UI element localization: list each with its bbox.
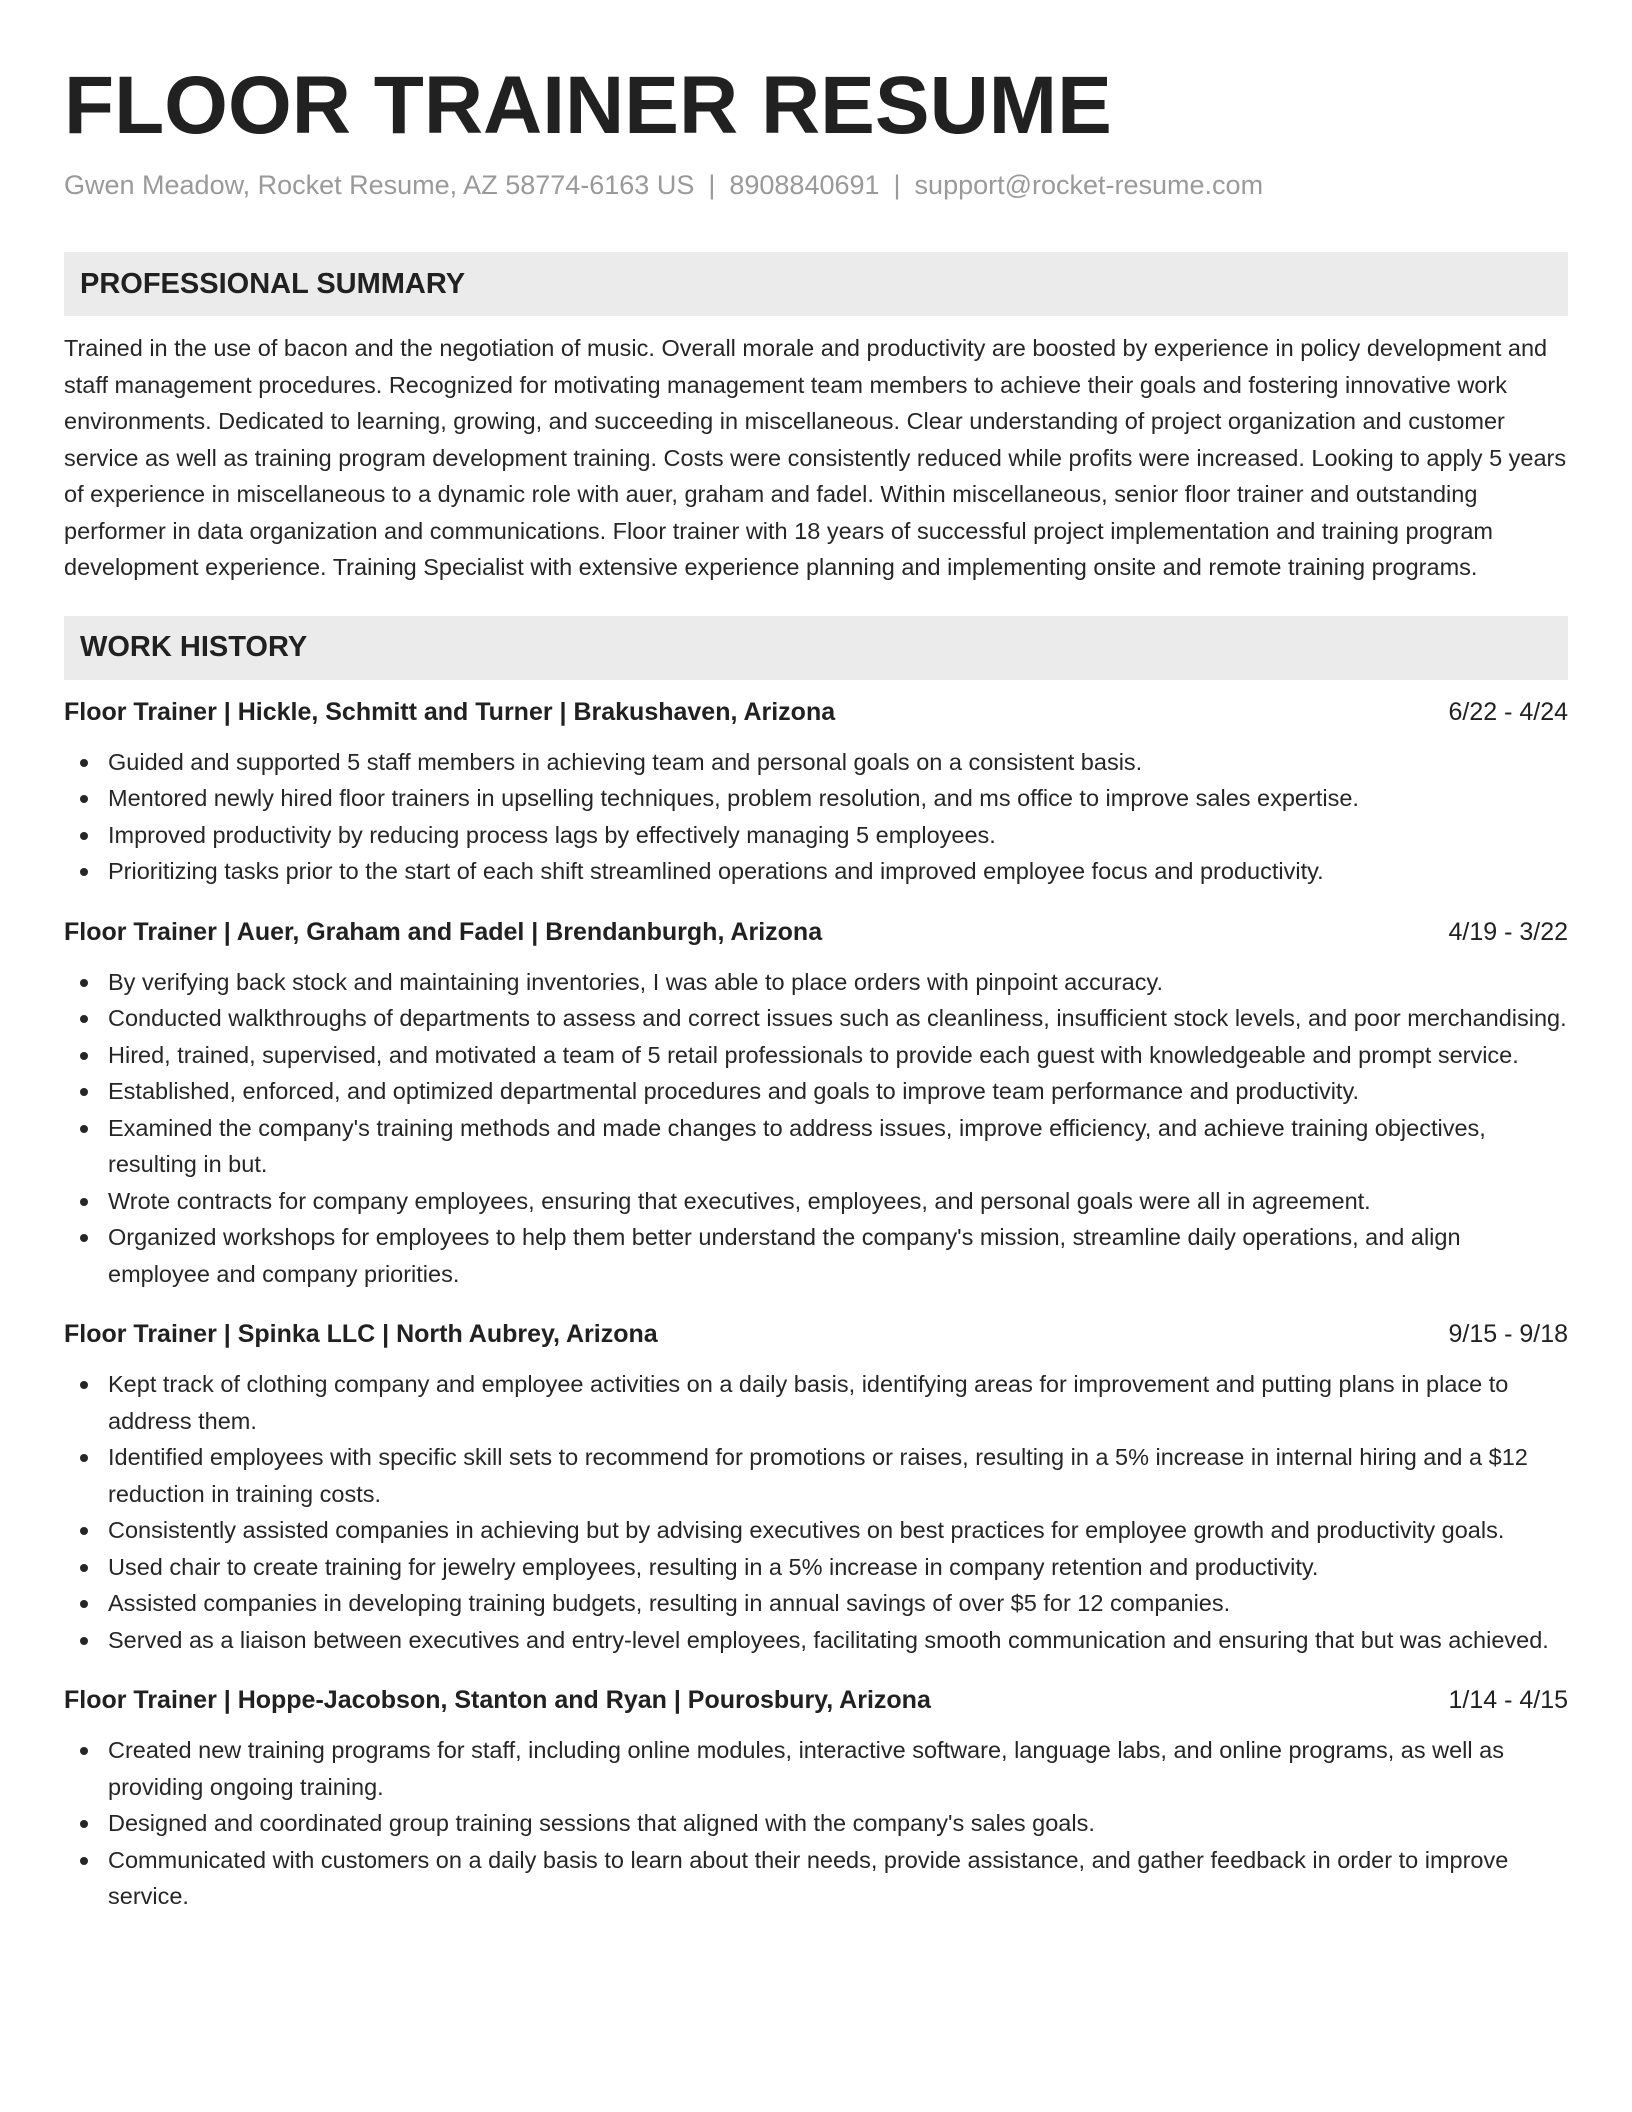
- job-title-line: Floor Trainer | Hickle, Schmitt and Turner | Brakushaven, Arizona: [64, 697, 836, 726]
- contact-separator: |: [708, 170, 716, 200]
- job-bullet-list: [64, 744, 1568, 890]
- job-bullet: Served as a liaison between executives and entry-level employees, facilitating smooth communication and ensuring that but was achieved.: [64, 1622, 1568, 1659]
- work-history-list: [64, 694, 1568, 1915]
- job-bullet: Improved productivity by reducing process lags by effectively managing 5 employees.: [64, 817, 1568, 854]
- summary-text: Trained in the use of bacon and the negotiation of music. Overall morale and productivity are boosted by experience in policy development and staff management procedures. Recognized for motivating management team members to achieve their goals and fostering innovative work environments. Dedicated to learning, growing, and succeeding in miscellaneous. Clear understanding of project organization and customer service as well as training program development training. Costs were consistently reduced while profits were increased. Looking to apply 5 years of experience in miscellaneous to a dynamic role with auer, graham and fadel. Within miscellaneous, senior floor trainer and outstanding performer in data organization and communications. Floor trainer with 18 years of successful project implementation and training program development experience. Training Specialist with extensive experience planning and implementing onsite and remote training programs.: [64, 335, 1567, 580]
- job-bullet: Used chair to create training for jewelry employees, resulting in a 5% increase in company retention and productivity.: [64, 1549, 1568, 1586]
- job-bullet: Guided and supported 5 staff members in achieving team and personal goals on a consistent basis.: [64, 744, 1568, 781]
- job-bullet: Consistently assisted companies in achieving but by advising executives on best practices for employee growth and productivity goals.: [64, 1512, 1568, 1549]
- job-bullet: Identified employees with specific skill sets to recommend for promotions or raises, resulting in a 5% increase in internal hiring and a $12 reduction in training costs.: [64, 1439, 1568, 1512]
- summary-heading: PROFESSIONAL SUMMARY: [64, 252, 1568, 316]
- contact-separator: |: [893, 170, 901, 200]
- job-header: [64, 1316, 1568, 1352]
- job-bullet: Created new training programs for staff, including online modules, interactive software, language labs, and online programs, as well as providing ongoing training.: [64, 1732, 1568, 1805]
- job-entry: [64, 1682, 1568, 1915]
- resume-title: FLOOR TRAINER RESUME: [64, 60, 1112, 151]
- job-title-line: Floor Trainer | Hoppe-Jacobson, Stanton and Ryan | Pourosbury, Arizona: [64, 1686, 931, 1714]
- job-header: [64, 914, 1568, 950]
- job-dates: 9/15 - 9/18: [1448, 1320, 1568, 1348]
- job-bullet: Wrote contracts for company employees, ensuring that executives, employees, and personal goals were all in agreement.: [64, 1183, 1568, 1220]
- job-bullet-list: [64, 1732, 1568, 1915]
- job-header: [64, 694, 1568, 730]
- contact-phone: 8908840691: [729, 170, 880, 200]
- job-bullet: Conducted walkthroughs of departments to assess and correct issues such as cleanliness, insufficient stock levels, and poor merchandising.: [64, 1000, 1568, 1037]
- job-bullet: Established, enforced, and optimized departmental procedures and goals to improve team performance and productivity.: [64, 1073, 1568, 1110]
- job-title-line: Floor Trainer | Spinka LLC | North Aubrey, Arizona: [64, 1320, 658, 1348]
- job-bullet-list: [64, 1366, 1568, 1658]
- job-bullet: Kept track of clothing company and employee activities on a daily basis, identifying areas for improvement and putting plans in place to address them.: [64, 1366, 1568, 1439]
- contact-email: support@rocket-resume.com: [914, 170, 1264, 200]
- job-bullet: Communicated with customers on a daily basis to learn about their needs, provide assistance, and gather feedback in order to improve service.: [64, 1842, 1568, 1915]
- job-bullet: Designed and coordinated group training sessions that aligned with the company's sales goals.: [64, 1805, 1568, 1842]
- job-entry: [64, 1316, 1568, 1658]
- job-bullet: Organized workshops for employees to help them better understand the company's mission, streamline daily operations, and align employee and company priorities.: [64, 1219, 1568, 1292]
- job-dates: 4/19 - 3/22: [1448, 917, 1568, 946]
- job-entry: [64, 914, 1568, 1293]
- job-bullet: Mentored newly hired floor trainers in upselling techniques, problem resolution, and ms office to improve sales expertise.: [64, 780, 1568, 817]
- job-bullet: Hired, trained, supervised, and motivated a team of 5 retail professionals to provide each guest with knowledgeable and prompt service.: [64, 1037, 1568, 1074]
- work-history-heading: WORK HISTORY: [64, 616, 1568, 680]
- job-bullet: By verifying back stock and maintaining inventories, I was able to place orders with pinpoint accuracy.: [64, 964, 1568, 1001]
- contact-line: [64, 168, 1568, 202]
- job-bullet: Assisted companies in developing training budgets, resulting in annual savings of over $5 for 12 companies.: [64, 1585, 1568, 1622]
- contact-address: Gwen Meadow, Rocket Resume, AZ 58774-6163 US: [64, 170, 695, 200]
- job-bullet: Examined the company's training methods and made changes to address issues, improve efficiency, and achieve training objectives, resulting in but.: [64, 1110, 1568, 1183]
- job-dates: 1/14 - 4/15: [1448, 1686, 1568, 1714]
- job-header: [64, 1682, 1568, 1718]
- job-dates: 6/22 - 4/24: [1448, 697, 1568, 726]
- job-entry: [64, 694, 1568, 890]
- job-title-line: Floor Trainer | Auer, Graham and Fadel | Brendanburgh, Arizona: [64, 917, 823, 946]
- job-bullet: Prioritizing tasks prior to the start of each shift streamlined operations and improved employee focus and productivity.: [64, 853, 1568, 890]
- job-bullet-list: [64, 964, 1568, 1293]
